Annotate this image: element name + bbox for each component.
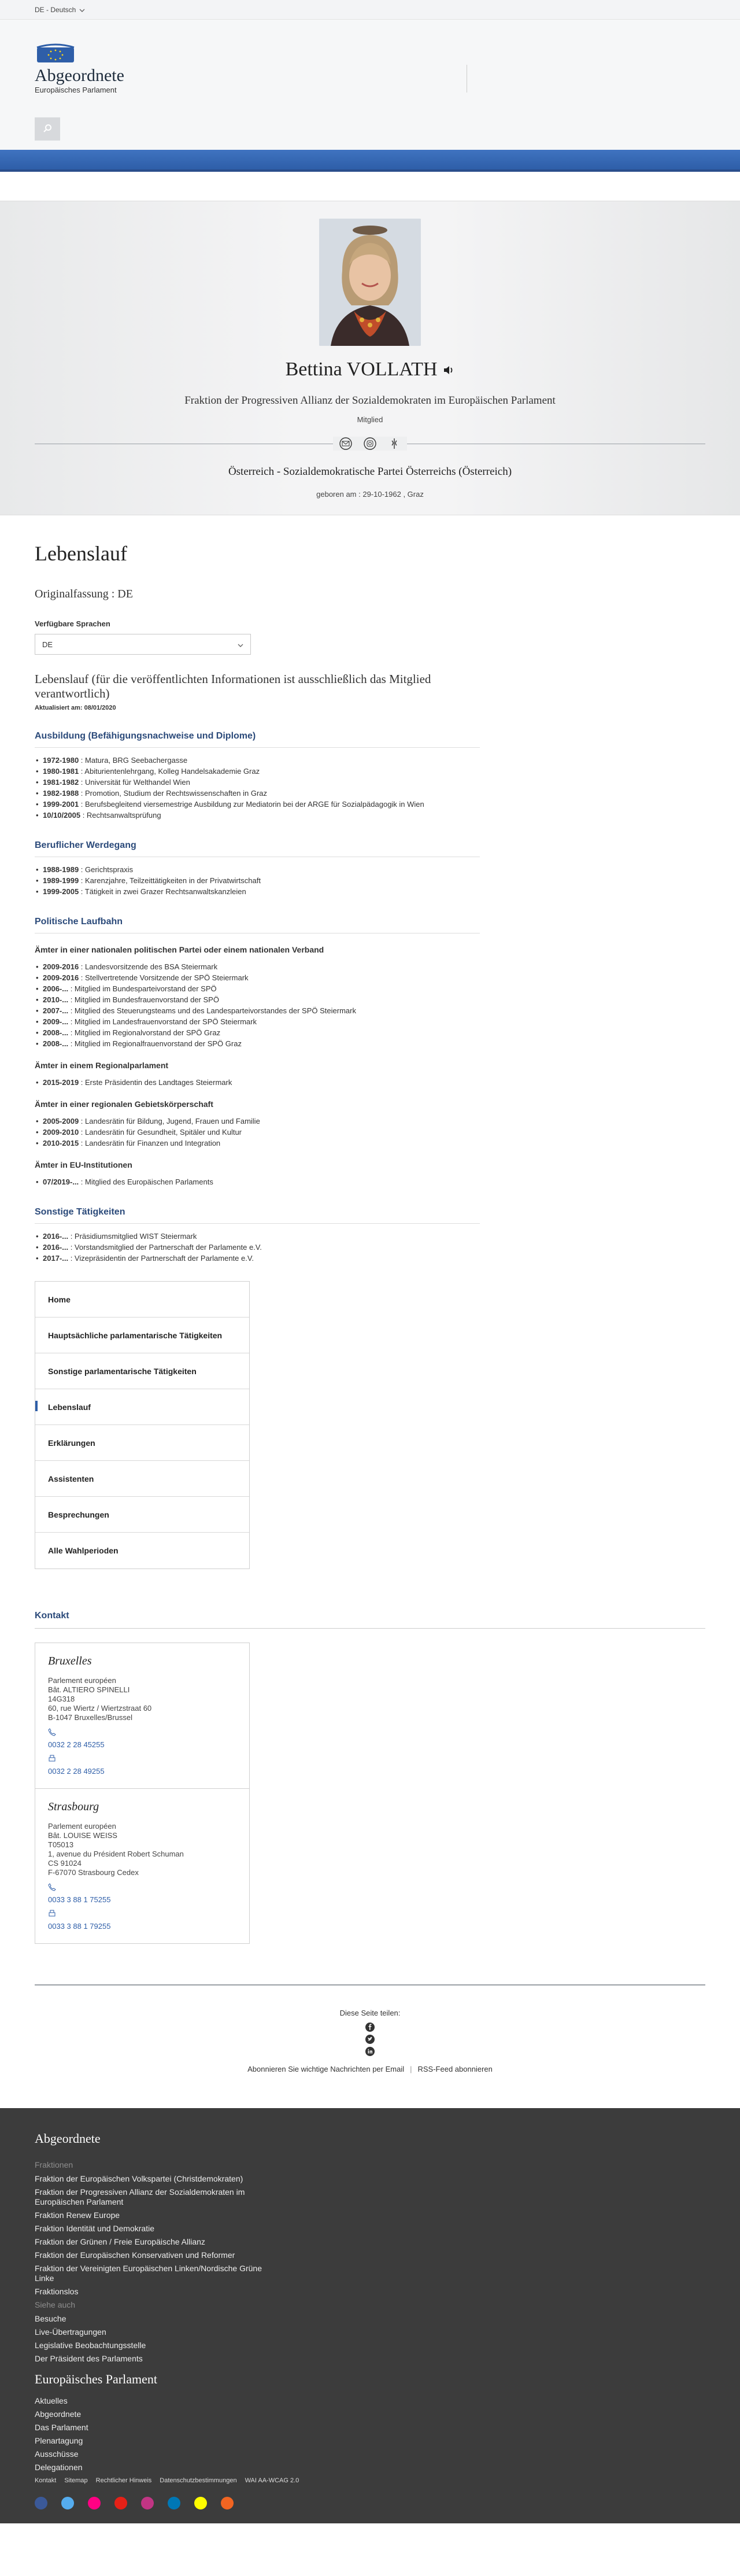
address-line: Parlement européen	[48, 1676, 116, 1685]
local-list	[35, 1116, 705, 1149]
office-card	[35, 1643, 249, 1789]
chevron-down-icon[interactable]	[79, 6, 85, 14]
career-list	[35, 864, 705, 897]
site-footer	[0, 2108, 740, 2523]
footer-link[interactable]: Fraktion der Europäischen Volkspartei (Christdemokraten)	[35, 2174, 243, 2184]
contact-title: Kontakt	[35, 1611, 705, 1629]
cv-entry-date: 1999-2005	[43, 887, 79, 896]
footer-bottom-link[interactable]: Rechtlicher Hinweis	[95, 2477, 152, 2485]
nav-item-all-terms[interactable]: Alle Wahlperioden	[48, 1546, 119, 1556]
cv-entry-date: 2009-2016	[43, 973, 79, 983]
cv-entry	[35, 755, 705, 766]
cv-entry	[35, 886, 705, 897]
local-title: Ämter in einer regionalen Gebietskörperschaft	[35, 1099, 213, 1109]
cv-entry-date: 07/2019-...	[43, 1178, 79, 1187]
languages-label: Verfügbare Sprachen	[35, 619, 110, 628]
cv-entry	[35, 875, 705, 886]
cv-entry-date: 1972-1980	[43, 756, 79, 765]
speaker-icon[interactable]	[443, 359, 454, 381]
cv-entry-text: : Präsidiumsmitglied WIST Steiermark	[68, 1232, 197, 1241]
cv-entry	[35, 983, 705, 994]
phone-icon	[48, 1728, 236, 1738]
cv-entry-date: 1999-2001	[43, 800, 79, 809]
youtube-icon[interactable]	[114, 2497, 127, 2509]
footer-link[interactable]: Fraktion Identität und Demokratie	[35, 2224, 154, 2234]
updated-date: Aktualisiert am: 08/01/2020	[35, 704, 116, 712]
footer-link[interactable]: Fraktionslos	[35, 2287, 79, 2297]
cv-entry-date: 1981-1982	[43, 778, 79, 787]
instagram-icon[interactable]	[141, 2497, 154, 2509]
phone-link[interactable]: 0032 2 28 45255	[48, 1740, 105, 1750]
cv-entry	[35, 1116, 705, 1127]
fax-link[interactable]: 0032 2 28 49255	[48, 1767, 105, 1776]
main-content	[35, 515, 705, 2073]
cv-entry-date: 1989-1999	[43, 876, 79, 885]
phone-link[interactable]: 0033 3 88 1 75255	[48, 1895, 111, 1905]
footer-link[interactable]: Fraktion der Progressiven Allianz der Sozialdemokraten im Europäischen Parlament	[35, 2187, 245, 2207]
footer-link[interactable]: Das Parlament	[35, 2423, 88, 2433]
footer-link[interactable]: Aktuelles	[35, 2396, 68, 2406]
flickr-icon[interactable]	[88, 2497, 101, 2509]
nav-item-other-activities[interactable]: Sonstige parlamentarische Tätigkeiten	[35, 1353, 249, 1389]
cv-entry	[35, 961, 705, 972]
address-line: 60, rue Wiertz / Wiertzstraat 60	[48, 1704, 152, 1713]
cv-entry-text: : Vorstandsmitglied der Partnerschaft der Parlamente e.V.	[68, 1243, 262, 1252]
footer-link[interactable]: Legislative Beobachtungsstelle	[35, 2341, 146, 2350]
instagram-icon[interactable]	[363, 437, 377, 451]
social-separator	[35, 437, 705, 451]
twitter-icon[interactable]	[365, 2034, 375, 2044]
page-title: Lebenslauf	[35, 542, 127, 565]
education-title: Ausbildung (Befähigungsnachweise und Diplome)	[35, 731, 480, 748]
facebook-icon[interactable]	[365, 2022, 375, 2032]
office-city: Bruxelles	[48, 1655, 92, 1668]
cv-entry-text: : Landesvorsitzende des BSA Steiermark	[79, 962, 218, 972]
cv-entry-text: : Stellvertretende Vorsitzende der SPÖ Steiermark	[79, 973, 249, 983]
cv-entry	[35, 810, 705, 821]
footer-bottom-link[interactable]: Kontakt	[35, 2477, 57, 2485]
address-line: F-67070 Strasbourg Cedex	[48, 1868, 139, 1877]
cv-entry-text: : Rechtsanwaltsprüfung	[80, 811, 161, 820]
cv-entry	[35, 1242, 705, 1253]
cv-entry-text: : Erste Präsidentin des Landtages Steiermark	[79, 1078, 232, 1087]
mep-name: Bettina VOLLATH	[285, 359, 438, 380]
address-line: B-1047 Bruxelles/Brussel	[48, 1713, 132, 1722]
other-list	[35, 1231, 705, 1264]
cv-entry	[35, 1127, 705, 1138]
mep-role: Mitglied	[357, 415, 383, 424]
nav-item-home[interactable]: Home	[35, 1282, 249, 1317]
site-header	[0, 20, 740, 150]
header-subtitle: Europäisches Parlament	[35, 86, 117, 94]
address-line: 14G318	[48, 1695, 75, 1704]
footer-title[interactable]: Abgeordnete	[35, 2131, 101, 2146]
contact-box	[35, 1643, 250, 1944]
footer-link[interactable]: Fraktion Renew Europe	[35, 2210, 120, 2220]
footer-link[interactable]: Delegationen	[35, 2463, 83, 2472]
footer-bottom-link[interactable]: Sitemap	[64, 2477, 88, 2485]
nav-band	[0, 150, 740, 172]
cv-entry-text: : Mitglied im Regionalfrauenvorstand der SPÖ Graz	[68, 1039, 242, 1049]
footer-link[interactable]: Fraktion der Vereinigten Europäischen Linken/Nordische Grüne Linke	[35, 2264, 262, 2283]
cv-entry-text: : Mitglied im Bundesfrauenvorstand der SPÖ	[68, 995, 219, 1005]
fax-link[interactable]: 0033 3 88 1 79255	[48, 1922, 111, 1931]
cv-entry-date: 2010-2015	[43, 1139, 79, 1148]
language-bar	[0, 0, 740, 20]
cv-entry-date: 2017-...	[43, 1254, 69, 1263]
cv-entry	[35, 1027, 705, 1038]
cv-entry-date: 2009-...	[43, 1017, 69, 1027]
footer-link[interactable]: Plenartagung	[35, 2436, 83, 2446]
mep-country-party: Österreich - Sozialdemokratische Partei Österreichs (Österreich)	[228, 466, 512, 478]
cv-entry-text: : Vizepräsidentin der Partnerschaft der Parlamente e.V.	[68, 1254, 254, 1263]
national-title: Ämter in einer nationalen politischen Partei oder einem nationalen Verband	[35, 945, 324, 955]
address-line: Parlement européen	[48, 1822, 116, 1831]
nav-item-assistants[interactable]: Assistenten	[35, 1461, 249, 1497]
eu-list	[35, 1176, 705, 1187]
nav-item-main-activities[interactable]: Hauptsächliche parlamentarische Tätigkeiten	[35, 1317, 249, 1353]
footer-groups-label: Fraktionen	[35, 2160, 73, 2170]
regional-title: Ämter in einem Regionalparlament	[35, 1061, 169, 1071]
cv-entry-text: : Matura, BRG Seebachergasse	[79, 756, 188, 765]
footer-bottom-link[interactable]: WAI AA-WCAG 2.0	[245, 2477, 299, 2485]
mep-side-nav	[35, 1281, 250, 1569]
footer-bottom-link[interactable]: Datenschutzbestimmungen	[160, 2477, 237, 2485]
cv-entry-text: : Berufsbegleitend viersemestrige Ausbildung zur Mediatorin bei der ARGE für Sozialpädagogik in Wien	[79, 800, 424, 809]
nav-item-declarations[interactable]: Erklärungen	[35, 1425, 249, 1461]
rss-icon[interactable]	[221, 2497, 234, 2509]
cv-entry-text: : Landesrätin für Bildung, Jugend, Frauen und Familie	[79, 1117, 260, 1126]
cv-heading: Lebenslauf (für die veröffentlichten Informationen ist ausschließlich das Mitglied verantwortlich)	[35, 672, 431, 701]
cv-entry	[35, 799, 705, 810]
header-title[interactable]: Abgeordnete	[35, 66, 124, 85]
ep-logo-icon[interactable]	[35, 43, 81, 66]
footer-link[interactable]: Der Präsident des Parlaments	[35, 2354, 143, 2364]
national-list	[35, 961, 705, 1049]
chevron-down-icon	[238, 640, 243, 649]
footer-link[interactable]: Ausschüsse	[35, 2449, 79, 2459]
cv-entry	[35, 777, 705, 788]
cv-entry-text: : Mitglied im Regionalvorstand der SPÖ Graz	[68, 1028, 221, 1038]
cv-entry	[35, 1077, 705, 1088]
website-icon[interactable]	[387, 437, 401, 451]
cv-entry-date: 1988-1989	[43, 865, 79, 874]
mep-photo	[319, 219, 421, 346]
share-label: Diese Seite teilen:	[339, 2009, 401, 2018]
cv-entry-text: : Tätigkeit in zwei Grazer Rechtsanwaltskanzleien	[79, 887, 246, 896]
office-city: Strasbourg	[48, 1800, 99, 1814]
footer-link[interactable]: Abgeordnete	[35, 2409, 82, 2419]
cv-entry	[35, 972, 705, 983]
email-icon[interactable]	[339, 437, 353, 451]
cv-entry	[35, 864, 705, 875]
linkedin-icon[interactable]	[168, 2497, 180, 2509]
fax-icon	[48, 1910, 236, 1920]
twitter-icon[interactable]	[61, 2497, 74, 2509]
cv-entry-date: 1980-1981	[43, 767, 79, 776]
cv-entry	[35, 1016, 705, 1027]
facebook-icon[interactable]	[35, 2497, 47, 2509]
search-button[interactable]	[35, 117, 60, 141]
cv-entry-text: : Karenzjahre, Teilzeittätigkeiten in der Privatwirtschaft	[79, 876, 261, 885]
political-title: Politische Laufbahn	[35, 917, 480, 933]
fax-icon	[48, 1755, 236, 1765]
cv-entry	[35, 1231, 705, 1242]
cv-entry	[35, 1005, 705, 1016]
footer-link[interactable]: Live-Übertragungen	[35, 2327, 106, 2337]
cv-entry-text: : Mitglied im Landesfrauenvorstand der SPÖ Steiermark	[68, 1017, 257, 1027]
nav-item-meetings[interactable]: Besprechungen	[35, 1497, 249, 1533]
career-title: Beruflicher Werdegang	[35, 840, 480, 857]
footer-link[interactable]: Fraktion der Grünen / Freie Europäische Allianz	[35, 2237, 205, 2247]
mep-profile	[0, 201, 740, 515]
education-list	[35, 755, 705, 821]
language-select[interactable]	[35, 634, 251, 655]
cv-entry-date: 2009-2016	[43, 962, 79, 972]
cv-entry	[35, 1038, 705, 1049]
office-card	[35, 1789, 249, 1943]
cv-entry	[35, 1138, 705, 1149]
cv-entry	[35, 1253, 705, 1264]
mep-birth: geboren am : 29-10-1962 , Graz	[316, 490, 424, 499]
cv-entry-text: : Mitglied des Europäischen Parlaments	[79, 1178, 213, 1187]
other-title: Sonstige Tätigkeiten	[35, 1207, 480, 1224]
regional-list	[35, 1077, 705, 1088]
email-subscribe-link[interactable]: Abonnieren Sie wichtige Nachrichten per Email	[247, 2065, 405, 2074]
cv-entry-text: : Universität für Welthandel Wien	[79, 778, 190, 787]
cv-entry-text: : Promotion, Studium der Rechtswissenschaften in Graz	[79, 789, 268, 798]
cv-entry-date: 2008-...	[43, 1039, 69, 1049]
cv-entry	[35, 766, 705, 777]
cv-entry-date: 2016-...	[43, 1232, 69, 1241]
cv-entry-date: 2015-2019	[43, 1078, 79, 1087]
footer-ep-title[interactable]: Europäisches Parlament	[35, 2372, 157, 2387]
address-line: CS 91024	[48, 1859, 82, 1868]
cv-entry-date: 2009-2010	[43, 1128, 79, 1137]
cv-entry-date: 1982-1988	[43, 789, 79, 798]
cv-entry-date: 10/10/2005	[43, 811, 81, 820]
nav-item-cv[interactable]: Lebenslauf	[35, 1389, 249, 1425]
rss-subscribe-link[interactable]: RSS-Feed abonnieren	[417, 2065, 493, 2074]
cv-entry-text: : Mitglied des Steuerungsteams und des Landesparteivorstandes der SPÖ Steiermark	[68, 1006, 356, 1016]
linkedin-icon[interactable]	[365, 2046, 375, 2057]
share-section: Diese Seite teilen: Abonnieren Sie wichtige Nachrichten per Email | RSS-Feed abonnieren	[35, 1984, 705, 2073]
cv-entry-text: : Landesrätin für Gesundheit, Spitäler und Kultur	[79, 1128, 242, 1137]
cv-entry-date: 2006-...	[43, 984, 69, 994]
cv-entry-text: : Landesrätin für Finanzen und Integration	[79, 1139, 221, 1148]
language-select-value: DE	[42, 640, 53, 649]
address-line: T05013	[48, 1840, 74, 1850]
cv-entry-date: 2010-...	[43, 995, 69, 1005]
mep-political-group: Fraktion der Progressiven Allianz der Sozialdemokraten im Europäischen Parlament	[184, 394, 556, 407]
cv-entry-date: 2007-...	[43, 1006, 69, 1016]
language-selector[interactable]: DE - Deutsch	[35, 5, 76, 14]
cv-entry	[35, 1176, 705, 1187]
cv-entry-date: 2008-...	[43, 1028, 69, 1038]
original-version: Originalfassung : DE	[35, 588, 133, 600]
address-line: Bât. ALTIERO SPINELLI	[48, 1685, 130, 1695]
search-icon	[43, 124, 52, 135]
address-line: 1, avenue du Président Robert Schuman	[48, 1850, 184, 1859]
footer-link[interactable]: Fraktion der Europäischen Konservativen und Reformer	[35, 2250, 235, 2260]
snapchat-icon[interactable]	[194, 2497, 207, 2509]
address-line: Bât. LOUISE WEISS	[48, 1831, 117, 1840]
cv-entry	[35, 788, 705, 799]
cv-entry-text: : Abiturientenlehrgang, Kolleg Handelsakademie Graz	[79, 767, 260, 776]
cv-entry	[35, 994, 705, 1005]
footer-link[interactable]: Besuche	[35, 2314, 66, 2324]
cv-entry-date: 2005-2009	[43, 1117, 79, 1126]
cv-entry-text: : Gerichtspraxis	[79, 865, 134, 874]
phone-icon	[48, 1883, 236, 1893]
footer-see-also-label: Siehe auch	[35, 2300, 76, 2310]
eu-title: Ämter in EU-Institutionen	[35, 1160, 132, 1170]
cv-entry-date: 2016-...	[43, 1243, 69, 1252]
cv-entry-text: : Mitglied im Bundesparteivorstand der SPÖ	[68, 984, 217, 994]
